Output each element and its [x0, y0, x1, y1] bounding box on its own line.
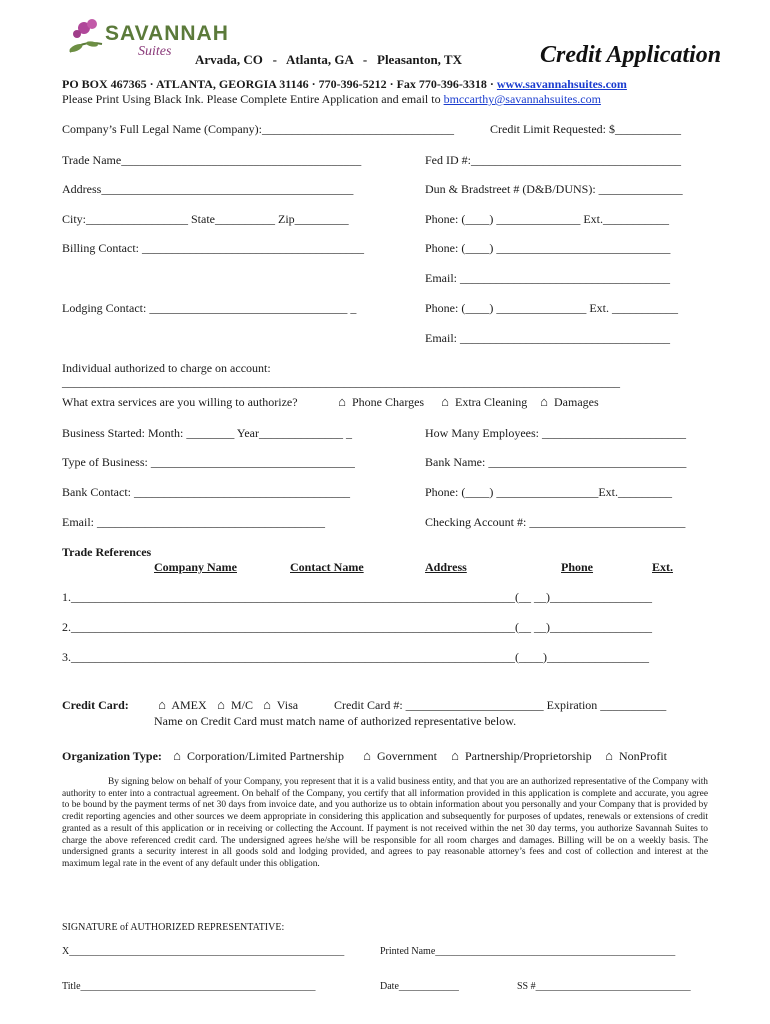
credit-card-label: Credit Card: — [62, 698, 129, 712]
email-field-2[interactable]: Email: ___________________________________ — [425, 331, 670, 345]
fed-id-field[interactable]: Fed ID #:___________________________________ — [425, 153, 681, 167]
organization-type-label: Organization Type: — [62, 749, 162, 763]
address-text: PO BOX 467365 · ATLANTA, GEORGIA 31146 · 770-396-5212 · Fax 770-396-3318 · — [62, 77, 494, 91]
printed-name-field[interactable]: Printed Name________________________________________________ — [380, 946, 676, 957]
company-name-field[interactable]: Company’s Full Legal Name (Company):________________________________ — [62, 122, 454, 136]
address-line — [62, 77, 627, 92]
col-company-name: Company Name — [154, 560, 237, 574]
extra-service-label: Damages — [554, 395, 599, 409]
terms-text: By signing below on behalf of your Company, you represent that it is a valid business entity, and that you are an authorized representative of the Company with authority to enter into a contractual agreement. On behalf of the Company, you certify that all information provided in this application is complete and accurate, you agree to be bound by the payment terms of net 30 days from invoice date, and you authorize us to obtain information about you personally and your Company that is provided by credit reporting agencies and other sources we deem appropriate in considering this application and subsequently for purposes of updates, renewals or extensions of credit granted as a result of this application or in receiving or collecting the Account. If payment is not received within the net 30 day terms, you authorize Savannah Suites to charge the above referenced credit card. The undersigned agrees he/she will be responsible for all room charges and damages. Billing will be on a weekly basis. The undersigned grants a security interest in all goods sold and lodging provided, and agrees to pay reasonable attorney’s fees and cost of collection and interest at the maximum legal rate in the event of any default under this obligation. — [62, 777, 708, 869]
bank-name-field[interactable]: Bank Name: _________________________________ — [425, 455, 687, 469]
extra-service-label: Phone Charges — [352, 395, 425, 409]
trade-references-title: Trade References — [62, 545, 152, 559]
credit-card-number-field[interactable]: Credit Card #: _______________________ Expiration ___________ — [334, 698, 667, 712]
bank-phone-field[interactable]: Phone: (____) _________________Ext._________ — [425, 485, 672, 499]
phone-field-3[interactable]: Phone: (____) _______________ Ext. ___________ — [425, 301, 678, 315]
page-title: Credit Application — [540, 42, 722, 68]
signature-heading: SIGNATURE of AUTHORIZED REPRESENTATIVE: — [62, 922, 285, 933]
checkbox-icon[interactable]: ⌂ — [451, 748, 459, 763]
card-option-label: AMEX — [171, 698, 207, 712]
org-option-label: Corporation/Limited Partnership — [187, 749, 344, 763]
org-option-label: Government — [377, 749, 437, 763]
lodging-contact-field[interactable]: Lodging Contact: _________________________________ _ — [62, 301, 357, 315]
card-option-label: M/C — [231, 698, 254, 712]
card-option-visa[interactable] — [260, 697, 298, 713]
col-phone: Phone — [561, 560, 594, 574]
logo-wordmark: SAVANNAH — [105, 22, 229, 45]
address-field[interactable]: Address__________________________________________ — [62, 182, 354, 196]
website-link[interactable]: www.savannahsuites.com — [496, 77, 627, 91]
credit-card-note: Name on Credit Card must match name of authorized representative below. — [154, 714, 517, 728]
checkbox-icon[interactable]: ⌂ — [605, 748, 613, 763]
checkbox-icon[interactable]: ⌂ — [158, 697, 166, 712]
checkbox-icon[interactable]: ⌂ — [217, 697, 225, 712]
extra-services-label: What extra services are you willing to authorize? — [62, 395, 298, 409]
ss-field[interactable]: SS #_______________________________ — [517, 981, 691, 992]
card-option-mc[interactable] — [214, 697, 253, 713]
email-link[interactable]: bmccarthy@savannahsuites.com — [443, 92, 601, 106]
extra-service-cleaning[interactable] — [438, 394, 527, 410]
checkbox-icon[interactable]: ⌂ — [441, 394, 449, 409]
city-state-zip-field[interactable]: City:_________________ State__________ Zip_________ — [62, 212, 349, 226]
org-option-label: NonProfit — [619, 749, 667, 763]
locations: Arvada, CO - Atlanta, GA - Pleasanton, TX — [195, 52, 462, 67]
logo-script: Suites — [138, 44, 172, 59]
email-field-3[interactable]: Email: ______________________________________ — [62, 515, 325, 529]
extra-service-label: Extra Cleaning — [455, 395, 528, 409]
checking-account-field[interactable]: Checking Account #: __________________________ — [425, 515, 686, 529]
trade-name-field[interactable]: Trade Name________________________________________ — [62, 153, 362, 167]
org-option-label: Partnership/Proprietorship — [465, 749, 592, 763]
phone-field-1[interactable]: Phone: (____) ______________ Ext.___________ — [425, 212, 669, 226]
checkbox-icon[interactable]: ⌂ — [363, 748, 371, 763]
checkbox-icon[interactable]: ⌂ — [263, 697, 271, 712]
authorized-line[interactable]: _____________________________________________________________________________________________ — [62, 375, 620, 389]
title-field[interactable]: Title_______________________________________________ — [62, 981, 316, 992]
org-option-partnership[interactable] — [448, 748, 592, 764]
col-contact-name: Contact Name — [290, 560, 364, 574]
business-type-field[interactable]: Type of Business: __________________________________ — [62, 455, 355, 469]
instructions — [62, 92, 601, 107]
col-ext: Ext. — [652, 560, 673, 574]
extra-service-phone[interactable] — [335, 394, 424, 410]
org-option-government[interactable] — [360, 748, 437, 764]
card-option-label: Visa — [276, 698, 299, 712]
bank-contact-field[interactable]: Bank Contact: ____________________________________ — [62, 485, 350, 499]
terms-paragraph — [62, 777, 708, 871]
billing-contact-field[interactable]: Billing Contact: _____________________________________ — [62, 241, 364, 255]
credit-limit-field[interactable]: Credit Limit Requested: $___________ — [490, 122, 681, 136]
extra-service-damages[interactable] — [537, 394, 599, 410]
date-field[interactable]: Date____________ — [380, 981, 459, 992]
phone-field-2[interactable]: Phone: (____) _____________________________ — [425, 241, 671, 255]
email-field-1[interactable]: Email: ___________________________________ — [425, 271, 670, 285]
org-option-nonprofit[interactable] — [602, 748, 667, 764]
org-option-corporation[interactable] — [170, 748, 344, 764]
employees-field[interactable]: How Many Employees: ________________________ — [425, 426, 686, 440]
checkbox-icon[interactable]: ⌂ — [338, 394, 346, 409]
checkbox-icon[interactable]: ⌂ — [540, 394, 548, 409]
signature-line[interactable]: X_______________________________________________________ — [62, 946, 345, 957]
trade-reference-row-1[interactable]: 1.__________________________________________________________________________(__ __)_________________ — [62, 590, 652, 604]
authorized-label: Individual authorized to charge on account: — [62, 361, 271, 375]
col-address: Address — [425, 560, 467, 574]
trade-reference-row-2[interactable]: 2.__________________________________________________________________________(__ __)_________________ — [62, 620, 652, 634]
duns-field[interactable]: Dun & Bradstreet # (D&B/DUNS): ______________ — [425, 182, 683, 196]
instructions-text: Please Print Using Black Ink. Please Complete Entire Application and email to — [62, 92, 441, 106]
checkbox-icon[interactable]: ⌂ — [173, 748, 181, 763]
business-started-field[interactable]: Business Started: Month: ________ Year______________ _ — [62, 426, 353, 440]
trade-reference-row-3[interactable]: 3.__________________________________________________________________________(____)_________________ — [62, 650, 649, 664]
card-option-amex[interactable] — [155, 697, 207, 713]
